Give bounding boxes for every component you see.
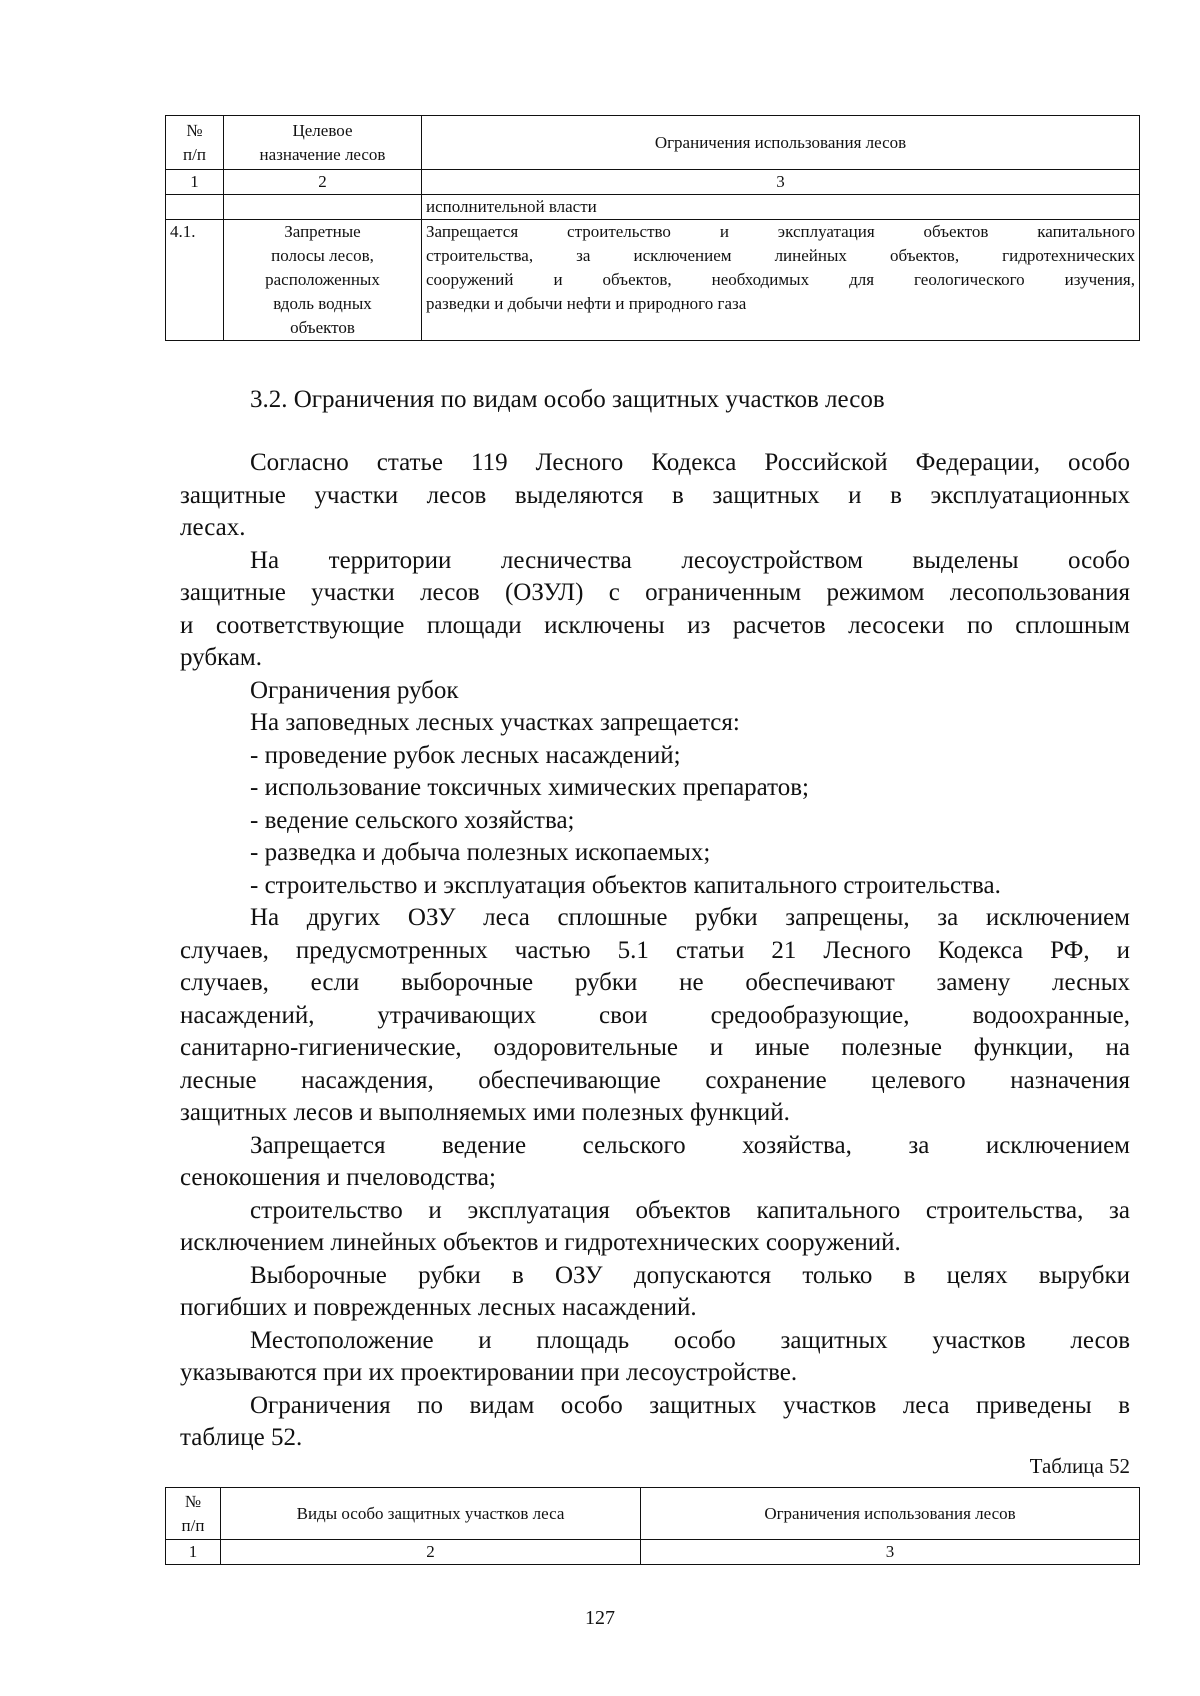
table-restrictions-continued [165,115,1140,341]
body-text: Согласно статье 119 Лесного Кодекса Российской Федерации, особо защитные участки лесов выделяются в защитных и в эксплуатационных лесах. На территории лесничества лесоустройством выделены особо защитные участки лесов (ОЗУЛ) с ограниченным режимом лесопользования и соответствующие площади исключены из расчетов лесосеки по сплошным рубкам. Ограничения рубок На заповедных лесных участках запрещается: - проведение рубок лесных насаждений; - использование токсичных химических препаратов; - ведение сельского хозяйства; - разведка и добыча полезных ископаемых; - строительство и эксплуатация объектов капитального строительства. На других ОЗУ леса сплошные рубки запрещены, за исключением случаев, предусмотренных частью 5.1 статьи 21 Лесного Кодекса РФ, и случаев, если выборочные рубки не обеспечивают замену лесных насаждений, утрачивающих свои средообразующие, водоохранные, санитарно-гигиенические, оздоровительные и иные полезные функции, на лесные насаждения, обеспечивающие сохранение целевого назначения защитных лесов и выполняемых ими полезных функций. Запрещается ведение сельского хозяйства, за исключением сенокошения и пчеловодства; строительство и эксплуатация объектов капитального строительства, за исключением линейных объектов и гидротехнических сооружений. Выборочные рубки в ОЗУ допускаются только в целях вырубки погибших и поврежденных лесных насаждений. Местоположение и площадь особо защитных участков лесов указываются при их проектировании при лесоустройстве. Ограничения по видам особо защитных участков леса приведены в таблице 52. [180,449,1130,1451]
header-num: № п/п [166,116,224,170]
page-number: 127 [585,1607,615,1629]
header-restrictions: Ограничения использования лесов [641,1488,1140,1540]
table-caption: Таблица 52 [1029,1454,1130,1478]
header-restrictions: Ограничения использования лесов [422,116,1140,170]
header-num: № п/п [166,1488,221,1540]
section-heading: 3.2. Ограничения по видам особо защитных участков лесов [250,386,885,413]
column-numbers-row: 1 2 3 [166,1540,1140,1565]
table-52 [165,1487,1140,1565]
table-row [166,220,1140,341]
header-purpose: Целевое назначение лесов [224,116,422,170]
header-types: Виды особо защитных участков леса [221,1488,641,1540]
column-numbers-row: 1 2 3 [166,170,1140,195]
continuation-text: исполнительной власти [422,195,1140,220]
row-restrictions: Запрещается строительство и эксплуатация объектов капитального строительства, за исключением линейных объектов, гидротехнических сооружений и объектов, необходимых для геологического изучения, разведки и добычи нефти и природного газа [422,220,1140,341]
row-purpose: Запретные полосы лесов, расположенных вдоль водных объектов [224,220,422,341]
continuation-row [166,195,1140,220]
row-num: 4.1. [166,220,224,341]
